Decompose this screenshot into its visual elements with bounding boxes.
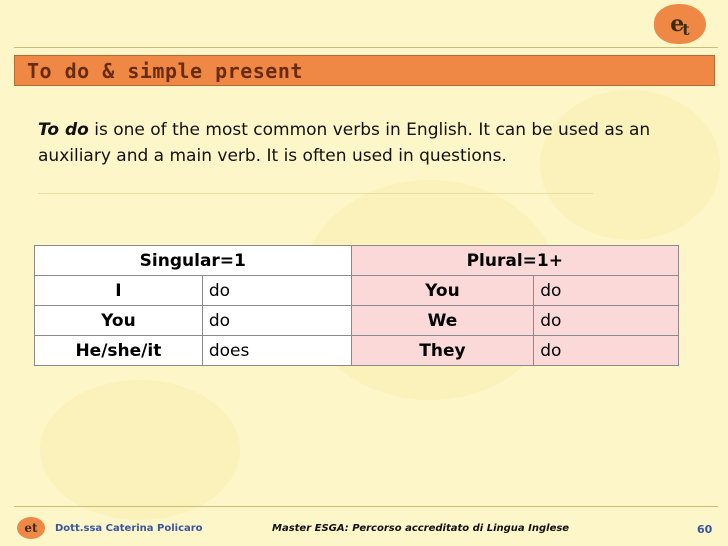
header-divider: [14, 47, 718, 48]
singular-pronoun: You: [35, 306, 203, 336]
plural-pronoun: We: [351, 306, 534, 336]
footer-course: Master ESGA: Percorso accreditato di Lingua Inglese: [272, 523, 570, 534]
plural-verb: do: [534, 276, 679, 306]
intro-paragraph: [38, 117, 688, 169]
table-row: [35, 336, 679, 366]
page-title: To do & simple present: [27, 58, 303, 83]
et-logo-small: et: [17, 517, 45, 539]
singular-verb: does: [202, 336, 351, 366]
footer-author: Dott.ssa Caterina Policaro: [55, 523, 203, 534]
singular-verb: do: [202, 276, 351, 306]
table-row: [35, 306, 679, 336]
title-bar: [14, 55, 715, 86]
conjugation-table: [34, 245, 679, 366]
plural-header: Plural=1+: [351, 246, 678, 276]
plural-verb: do: [534, 306, 679, 336]
intro-text: is one of the most common verbs in English. It can be used as an auxiliary and a main verb. It is often used in questions.: [38, 120, 651, 166]
plural-pronoun: They: [351, 336, 534, 366]
et-logo: e t: [654, 4, 706, 44]
singular-header: Singular=1: [35, 246, 352, 276]
singular-verb: do: [202, 306, 351, 336]
plural-verb: do: [534, 336, 679, 366]
background-decoration: [40, 380, 240, 520]
intro-divider: [38, 193, 593, 194]
table-row: [35, 276, 679, 306]
intro-term: To do: [38, 120, 89, 140]
singular-pronoun: I: [35, 276, 203, 306]
table-header-row: [35, 246, 679, 276]
singular-pronoun: He/she/it: [35, 336, 203, 366]
footer-divider: [14, 506, 718, 507]
plural-pronoun: You: [351, 276, 534, 306]
page-number: 60: [697, 523, 713, 536]
